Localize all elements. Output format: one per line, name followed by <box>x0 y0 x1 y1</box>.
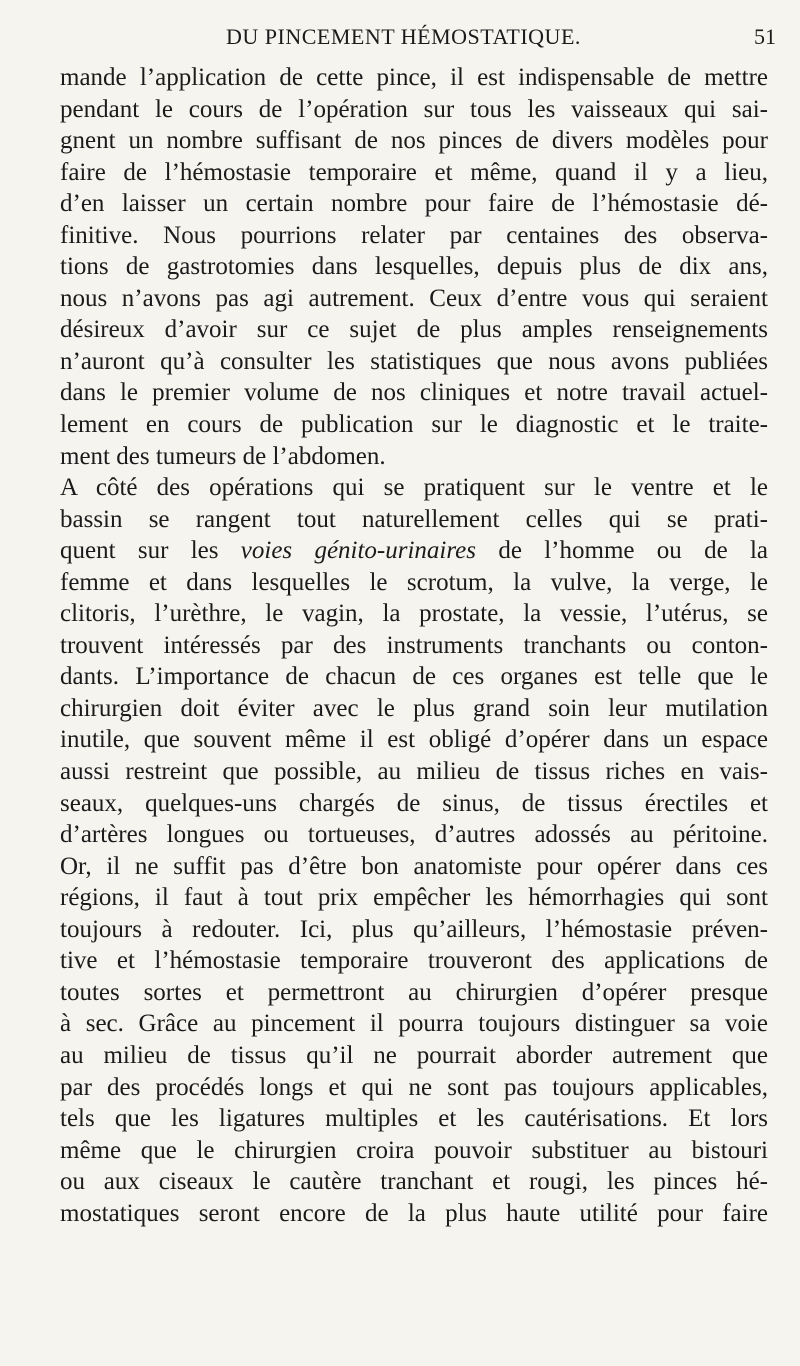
text-line: par des procédés longs et qui ne sont pas toujours applicables, <box>60 1073 768 1101</box>
body-text <box>60 62 768 1229</box>
text-line: seaux, quelques-uns chargés de sinus, de tissus érectiles et <box>60 789 768 817</box>
text-line: tive et l’hémostasie temporaire trouveront des applications de <box>60 947 768 975</box>
text-line: pendant le cours de l’opération sur tous les vaisseaux qui sai- <box>60 95 768 123</box>
text-line: trouvent intéressés par des instruments tranchants ou conton- <box>60 631 768 659</box>
text-line: finitive. Nous pourrions relater par centaines des observa- <box>60 221 768 249</box>
text-line: dans le premier volume de nos cliniques et notre travail actuel- <box>60 379 768 407</box>
text-line-mixed <box>60 535 768 567</box>
text-line: régions, il faut à tout prix empêcher les hémorrhagies qui sont <box>60 884 768 912</box>
text-line: Or, il ne suffit pas d’être bon anatomiste pour opérer dans ces <box>60 852 768 880</box>
text-line: mostatiques seront encore de la plus haute utilité pour faire <box>60 1199 768 1227</box>
text-line: tions de gastrotomies dans lesquelles, depuis plus de dix ans, <box>60 253 768 281</box>
text-line: chirurgien doit éviter avec le plus grand soin leur mutilation <box>60 694 768 722</box>
text-line: A côté des opérations qui se pratiquent sur le ventre et le <box>60 474 768 502</box>
text-line: bassin se rangent tout naturellement celles qui se prati- <box>60 505 768 533</box>
text-line: même que le chirurgien croira pouvoir substituer au bistouri <box>60 1136 768 1164</box>
text-segment: de l’homme ou de la <box>498 537 769 565</box>
text-line: n’auront qu’à consulter les statistiques que nous avons publiées <box>60 347 768 375</box>
text-line: à sec. Grâce au pincement il pourra toujours distinguer sa voie <box>60 1010 768 1038</box>
text-line: désireux d’avoir sur ce sujet de plus amples renseignements <box>60 316 768 344</box>
text-line: tels que les ligatures multiples et les cautérisations. Et lors <box>60 1105 768 1133</box>
text-line: aussi restreint que possible, au milieu de tissus riches en vais- <box>60 758 768 786</box>
text-line: au milieu de tissus qu’il ne pourrait aborder autrement que <box>60 1041 768 1069</box>
text-line: dants. L’importance de chacun de ces organes est telle que le <box>60 663 768 691</box>
text-line: inutile, que souvent même il est obligé d’opérer dans un espace <box>60 726 768 754</box>
page-number: 51 <box>754 24 776 49</box>
italic-term: voies génito-urinaires <box>240 537 477 565</box>
text-line: nous n’avons pas agi autrement. Ceux d’entre vous qui seraient <box>60 284 768 312</box>
text-segment: quent sur les <box>60 537 219 565</box>
text-line: d’artères longues ou tortueuses, d’autres adossés au péritoine. <box>60 821 768 849</box>
text-line: d’en laisser un certain nombre pour faire de l’hémostasie dé- <box>60 190 768 218</box>
running-head <box>0 22 800 52</box>
text-line: ment des tumeurs de l’abdomen. <box>60 442 386 470</box>
text-line: gnent un nombre suffisant de nos pinces de divers modèles pour <box>60 127 768 155</box>
text-line: mande l’application de cette pince, il est indispensable de mettre <box>60 64 768 91</box>
text-line: lement en cours de publication sur le diagnostic et le traite- <box>60 411 768 439</box>
text-line: toujours à redouter. Ici, plus qu’ailleurs, l’hémostasie préven- <box>60 915 768 943</box>
text-line: ou aux ciseaux le cautère tranchant et rougi, les pinces hé- <box>60 1168 768 1196</box>
running-title: DU PINCEMENT HÉMOSTATIQUE. <box>226 24 581 49</box>
text-line: faire de l’hémostasie temporaire et même, quand il y a lieu, <box>60 158 768 186</box>
text-line: femme et dans lesquelles le scrotum, la vulve, la verge, le <box>60 568 768 596</box>
text-line: toutes sortes et permettront au chirurgien d’opérer presque <box>60 978 768 1006</box>
text-line: clitoris, l’urèthre, le vagin, la prostate, la vessie, l’utérus, se <box>60 600 768 628</box>
